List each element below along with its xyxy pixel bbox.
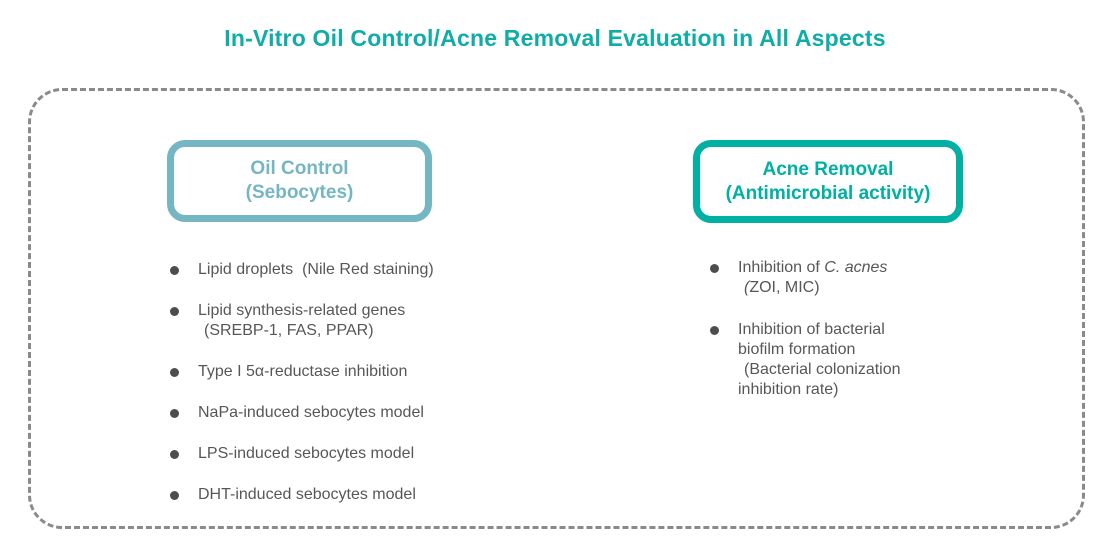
oil-control-list [170,260,520,526]
list-item-reductase-inhibition [170,362,520,382]
bullet-icon [710,264,719,273]
list-item-line: LPS-induced sebocytes model [198,445,415,462]
bullet-icon [170,266,179,275]
list-item-text [198,260,434,280]
list-item-line: Lipid synthesis-related genes [198,302,406,319]
text-italic-paren: ( [744,279,750,296]
acne-removal-title-line1: Acne Removal [762,158,894,180]
text-normal: ZOI, MIC) [749,279,820,296]
bullet-icon [710,326,719,335]
list-item-line [738,258,887,278]
list-item-line: (Bacterial colonization [744,361,901,378]
list-item-text [198,403,424,423]
oil-control-title-line1: Oil Control [250,158,349,179]
list-item-text [198,362,407,382]
bullet-icon [170,409,179,418]
text-normal: Inhibition of [738,259,825,276]
list-item-dht-model [170,485,520,505]
list-item-biofilm-inhibition [710,320,1060,400]
list-item-line: (SREBP-1, FAS, PPAR) [204,322,374,339]
oil-control-header-box [167,140,432,222]
bullet-icon [170,307,179,316]
list-item-line: DHT-induced sebocytes model [198,486,416,503]
list-item-line [738,278,887,298]
oil-control-title-line2: (Sebocytes) [245,182,354,203]
list-item-inhibition-cacnes [710,258,1060,298]
list-item-napa-model [170,403,520,423]
list-item-text [738,320,901,400]
list-item-lipid-droplets [170,260,520,280]
list-item-lipid-synthesis-genes [170,301,520,341]
acne-removal-title-line2: (Antimicrobial activity) [725,182,931,204]
list-item-line: Type I 5α-reductase inhibition [198,363,408,380]
list-item-text [738,258,887,298]
list-item-text [198,485,416,505]
bullet-icon [170,368,179,377]
list-item-line: Lipid droplets (Nile Red staining) [198,261,434,278]
list-item-line: inhibition rate) [738,381,839,398]
list-item-line: biofilm formation [738,341,856,358]
bullet-icon [170,491,179,500]
list-item-text [198,444,414,464]
bullet-icon [170,450,179,459]
list-item-line: NaPa-induced sebocytes model [198,404,424,421]
acne-removal-header-box [693,140,963,223]
text-italic-species: C. acnes [824,259,888,276]
page-title: In-Vitro Oil Control/Acne Removal Evaluation in All Aspects [224,25,886,51]
list-item-line: Inhibition of bacterial [738,321,885,338]
list-item-lps-model [170,444,520,464]
list-item-text [198,301,405,341]
acne-removal-list [710,258,1060,422]
